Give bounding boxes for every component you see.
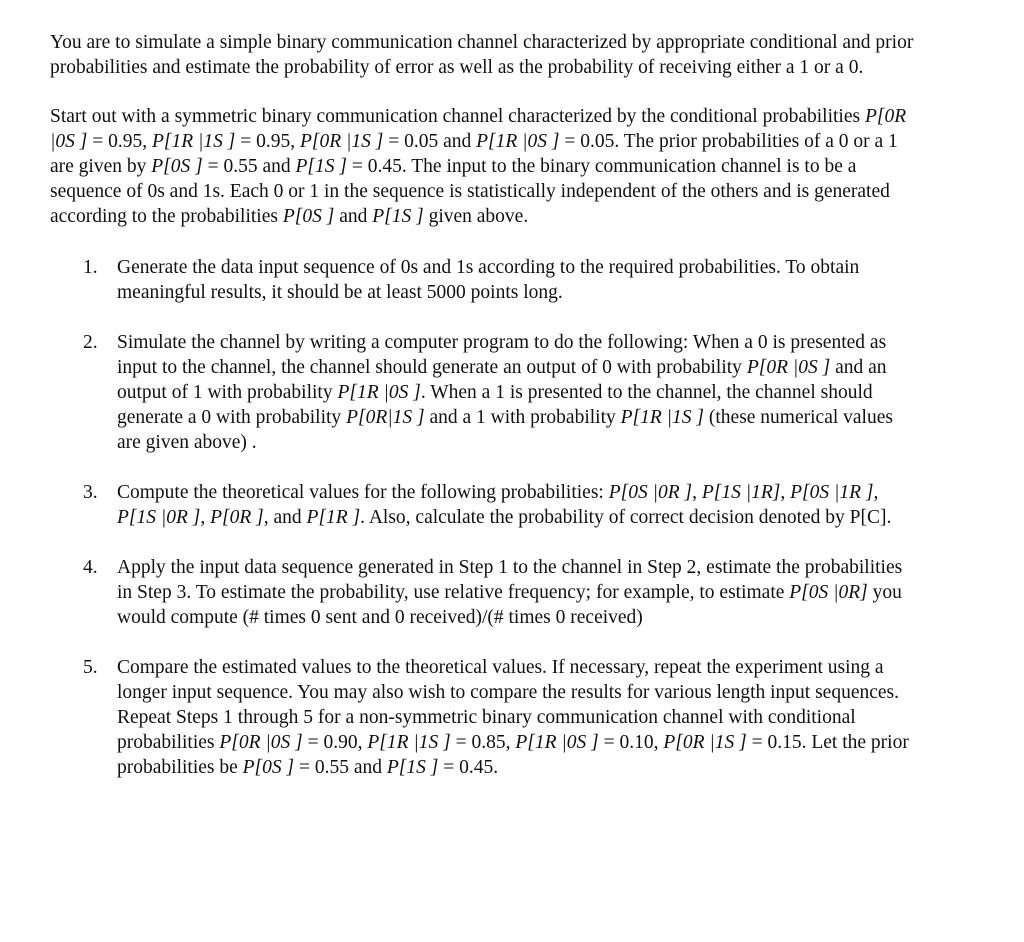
setup-text: = 0.05 and — [383, 131, 477, 152]
step-text: = 0.45. — [438, 757, 499, 778]
setup-text: Start out with a symmetric binary communication channel characterized by the conditional probabilities — [50, 106, 865, 127]
step-text: . When a 1 is presented to the channel, the channel should generate a 0 with probability — [117, 382, 873, 428]
math-expression: P[1S ] — [386, 757, 439, 778]
math-expression: P[1S ] — [372, 206, 424, 227]
step-text: Compare the estimated values to the theoretical values. If necessary, repeat the experiment using a longer input sequence. You may also wish to compare the results for various length input sequences. Repeat Steps 1 through 5 for a non-symmetric binary communication channel with conditional probabilities — [117, 657, 900, 753]
document-body — [50, 30, 920, 780]
step-text: , — [873, 482, 879, 503]
step-text: Simulate the channel by writing a computer program to do the following: When a 0 is presented as input to the channel, the channel should generate an output of 0 with probability — [117, 332, 887, 378]
math-expression: P[0R |1S ] — [663, 732, 747, 753]
math-expression: P[1R |0S ] — [515, 732, 599, 753]
setup-text: = 0.05. The prior probabilities of a 0 or a 1 are given by — [50, 131, 898, 177]
steps-list — [50, 255, 920, 780]
math-expression: P[0R ] — [210, 507, 264, 528]
math-expression: P[0R |0S ] — [219, 732, 303, 753]
setup-text: = 0.95, — [235, 131, 300, 152]
step-text: Generate the data input sequence of 0s and 1s according to the required probabilities. To obtain meaningful results, it should be at least 5000 points long. — [117, 257, 860, 303]
step-item-1 — [50, 255, 920, 305]
intro-paragraph: You are to simulate a simple binary communication channel characterized by appropriate conditional and prior probabilities and estimate the probability of error as well as the probability of receiving either a 1 or a 0. — [50, 32, 914, 78]
math-expression: P[0S |0R] — [789, 582, 868, 603]
math-expression: P[1S |1R] — [701, 482, 781, 503]
step-text: and a 1 with probability — [424, 407, 621, 428]
math-expression: P[0S ] — [282, 206, 335, 227]
step-item-2 — [50, 330, 920, 455]
step-number: 3. — [83, 482, 98, 503]
channel-setup-paragraph — [50, 104, 920, 229]
step-text: , and — [263, 507, 307, 528]
step-text: = 0.85, — [450, 732, 516, 753]
step-item-4 — [50, 555, 920, 630]
math-expression: P[1R ] — [306, 507, 361, 528]
step-text: . Also, calculate the probability of correct decision denoted by P[C]. — [360, 507, 892, 528]
math-expression: P[1R |1S ] — [620, 407, 704, 428]
setup-text: = 0.55 and — [202, 156, 296, 177]
step-text: = 0.15. Let the prior probabilities be — [117, 732, 909, 778]
math-expression: P[0R |1S ] — [299, 131, 384, 152]
step-text: Apply the input data sequence generated in Step 1 to the channel in Step 2, estimate the probabilities in Step 3. To estimate the probability, use relative frequency; for example, to estimate — [117, 557, 903, 603]
math-expression: P[1R |0S ] — [476, 131, 560, 152]
math-expression: P[0S ] — [151, 156, 203, 177]
setup-text: = 0.45. The input to the binary communication channel is to be a sequence of 0s and 1s. Each 0 or 1 in the sequence is statistically independent of the others and is generated according to the probabilities — [50, 156, 890, 227]
step-text: , — [200, 507, 211, 528]
step-text: , — [780, 482, 791, 503]
step-text: (these numerical values are given above) . — [117, 407, 893, 453]
math-expression: P[0S |1R ] — [790, 482, 874, 503]
math-expression: P[1R |1S ] — [151, 131, 236, 152]
setup-text: given above. — [423, 206, 529, 227]
step-text: = 0.10, — [598, 732, 664, 753]
math-expression: P[1R |0S ] — [337, 382, 421, 403]
math-expression: P[0S |0R ] — [608, 482, 693, 503]
step-text: and an output of 1 with probability — [117, 357, 887, 403]
step-text: = 0.55 and — [294, 757, 387, 778]
math-expression: P[0R |0S ] — [50, 106, 907, 152]
math-expression: P[0S ] — [242, 757, 295, 778]
step-item-5 — [50, 655, 920, 780]
math-expression: P[0R|1S ] — [346, 407, 425, 428]
setup-text: = 0.95, — [87, 131, 152, 152]
step-number: 5. — [83, 657, 98, 678]
step-number: 4. — [83, 557, 98, 578]
step-number: 1. — [83, 257, 98, 278]
step-text: = 0.90, — [302, 732, 368, 753]
math-expression: P[1S ] — [295, 156, 347, 177]
step-text: , — [692, 482, 702, 503]
math-expression: P[0R |0S ] — [746, 357, 831, 378]
step-text: you would compute (# times 0 sent and 0 received)/(# times 0 received) — [117, 582, 902, 628]
math-expression: P[1R |1S ] — [367, 732, 451, 753]
step-text: Compute the theoretical values for the following probabilities: — [117, 482, 609, 503]
step-item-3 — [50, 480, 920, 530]
step-number: 2. — [83, 332, 98, 353]
math-expression: P[1S |0R ] — [117, 507, 201, 528]
setup-text: and — [334, 206, 373, 227]
